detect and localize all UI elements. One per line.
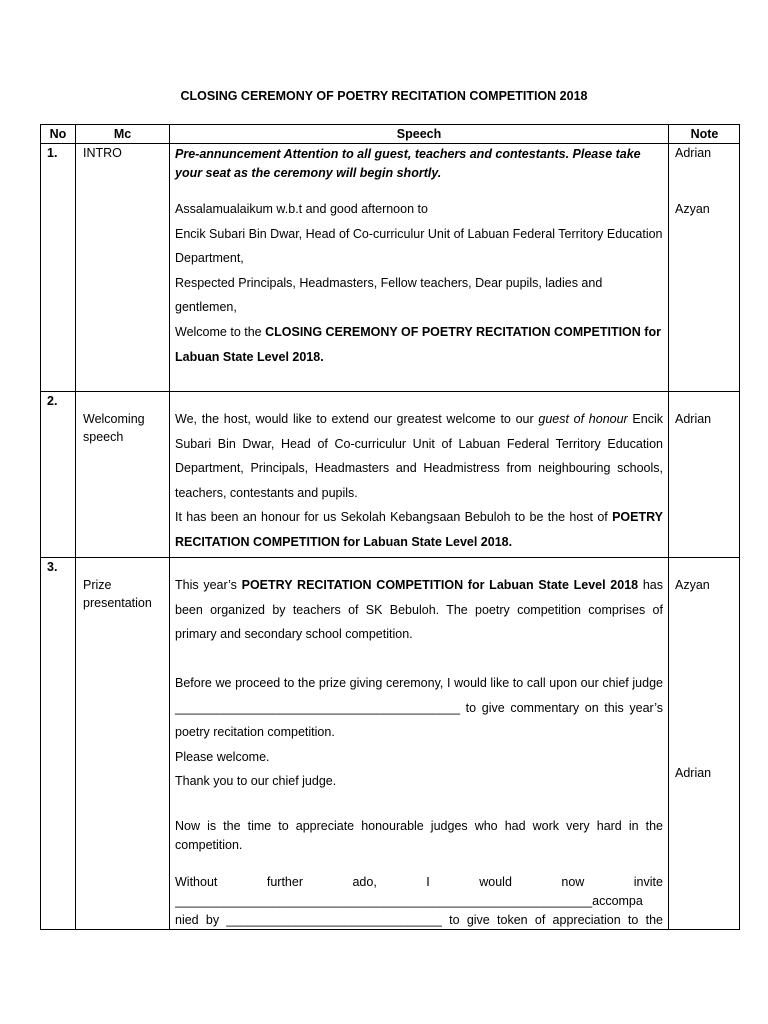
host-paragraph: It has been an honour for us Sekolah Kebangsaan Bebuloh to be the host of POETRY RECITATION COMPETITION for Labuan State Level 2018. <box>175 510 663 549</box>
welcome-prefix: Welcome to the <box>175 324 266 339</box>
document-title: CLOSING CEREMONY OF POETRY RECITATION COMPETITION 2018 <box>180 89 588 103</box>
token-line: nied by _______________________________ to give token of appreciation to the <box>175 913 663 927</box>
mc-label: Prize presentation <box>83 578 152 610</box>
appreciation-paragraph: Now is the time to appreciate honourable judges who had work very hard in the competition. <box>175 819 663 852</box>
respected-line: Respected Principals, Headmasters, Fellow teachers, Dear pupils, ladies and gentlemen, <box>175 275 603 315</box>
row-divider <box>41 557 739 558</box>
note-name: Azyan <box>675 202 710 216</box>
speech-text <box>175 145 663 183</box>
row-divider <box>41 391 739 392</box>
speech-text <box>175 873 663 930</box>
note-name: Adrian <box>675 766 712 780</box>
ceremony-script-table <box>40 124 740 930</box>
header-no: No <box>49 127 67 141</box>
invite-line: Without further ado, I would now invite <box>175 875 663 889</box>
note-name: Adrian <box>675 412 712 426</box>
note-name: Azyan <box>675 578 710 592</box>
event-name: POETRY RECITATION COMPETITION for Labuan State Level 2018. <box>175 510 663 549</box>
header-mc: Mc <box>113 127 132 141</box>
event-name: CLOSING CEREMONY OF POETRY RECITATION COMPETITION for Labuan State Level 2018. <box>175 324 661 364</box>
speech-text <box>175 573 663 647</box>
header-note: Note <box>690 127 719 141</box>
welcome-paragraph: We, the host, would like to extend our greatest welcome to our guest of honour Encik Subari Bin Dwar, Head of Co-curriculur Unit of Labuan Federal Territory Education Department, Principals, Headmasters and Headmistress from neighbouring schools, teachers, contestants and pupils. <box>175 412 663 500</box>
note-name: Adrian <box>675 146 712 160</box>
header-speech: Speech <box>396 127 442 141</box>
column-divider <box>169 125 170 929</box>
speech-text <box>175 197 663 369</box>
chief-judge-paragraph: Before we proceed to the prize giving ceremony, I would like to call upon our chief judge _________________________________________ to give commentary on this year’s poetry recitation competition. <box>175 676 663 740</box>
guest-of-honour-phrase: guest of honour <box>538 412 628 426</box>
row-number: 2. <box>47 394 58 408</box>
column-divider <box>668 125 669 929</box>
pre-announcement: Pre-annuncement Attention to all guest, teachers and contestants. Please take your seat as the ceremony will begin shortly. <box>175 147 641 180</box>
speech-text <box>175 671 663 794</box>
row-number: 3. <box>47 560 58 574</box>
event-name: POETRY RECITATION COMPETITION for Labuan State Level 2018 <box>241 578 639 592</box>
please-welcome-line: Please welcome. <box>175 749 270 764</box>
column-divider <box>75 125 76 929</box>
welcome-line <box>175 320 663 369</box>
thank-you-line: Thank you to our chief judge. <box>175 774 337 789</box>
greeting-line: Assalamualaikum w.b.t and good afternoon to <box>175 202 428 216</box>
speech-text <box>175 817 663 855</box>
guest-line: Encik Subari Bin Dwar, Head of Co-curriculur Unit of Labuan Federal Territory Education Department, <box>175 226 663 266</box>
intro-paragraph: This year’s POETRY RECITATION COMPETITION for Labuan State Level 2018 has been organized by teachers of SK Bebuloh. The poetry competition comprises of primary and secondary school competition. <box>175 578 663 642</box>
invite-blank-line: ____________________________________________________________accompa <box>175 894 643 908</box>
row-number: 1. <box>47 146 58 160</box>
mc-label: Welcoming speech <box>83 412 145 444</box>
mc-label: INTRO <box>83 146 122 160</box>
speech-text <box>175 407 663 555</box>
